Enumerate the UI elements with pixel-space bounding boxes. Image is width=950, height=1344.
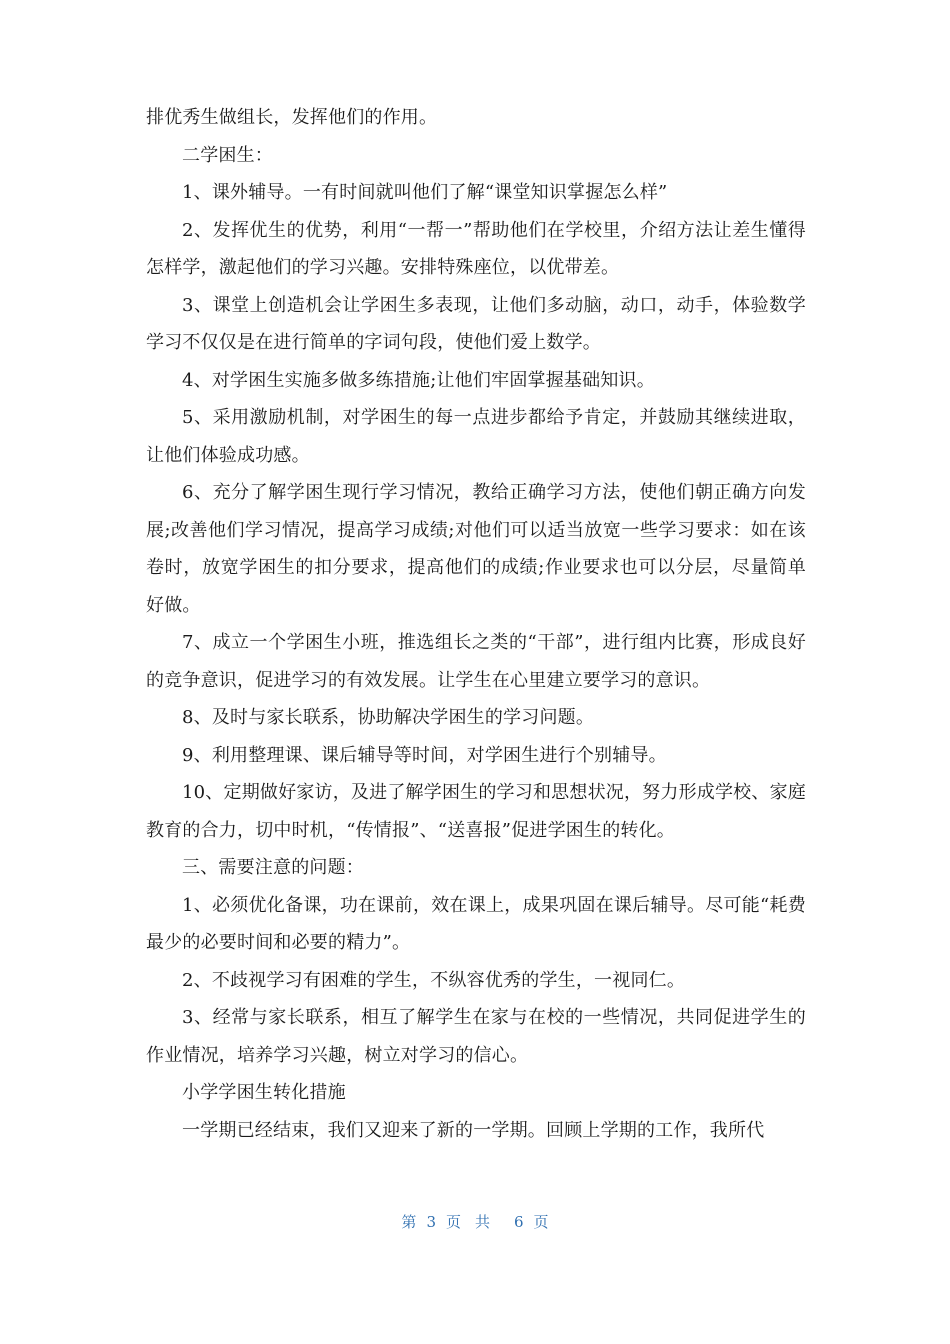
article-title: 小学学困生转化措施 — [182, 1082, 346, 1103]
list-item-2-1: 1、课外辅导。一有时间就叫他们了解“课堂知识掌握怎么样” — [182, 182, 668, 203]
paragraph-0: 排优秀生做组长，发挥他们的作用。 — [146, 107, 438, 128]
section-heading-3: 三、需要注意的问题： — [182, 857, 364, 878]
footer-suffix: 页 — [533, 1213, 549, 1231]
page-footer — [0, 1211, 950, 1232]
list-item-2-8: 8、及时与家长联系，协助解决学困生的学习问题。 — [182, 707, 595, 728]
list-item-2-5: 5、采用激励机制，对学困生的每一点进步都给予肯定，并鼓励其继续进取，让他们体验成功感。 — [146, 407, 806, 466]
section-heading-2: 二学困生： — [182, 144, 273, 166]
list-item-3-3: 3、经常与家长联系，相互了解学生在家与在校的一些情况，共同促进学生的作业情况，培养学习兴趣，树立对学习的信心。 — [146, 1007, 806, 1066]
document-body — [146, 99, 806, 1149]
list-item-3-1: 1、必须优化备课，功在课前，效在课上，成果巩固在课后辅导。尽可能“耗费最少的必要时间和必要的精力”。 — [146, 894, 806, 953]
list-item-2-9: 9、利用整理课、课后辅导等时间，对学困生进行个别辅导。 — [182, 744, 667, 766]
list-item-2-2: 2、发挥优生的优势，利用“一帮一”帮助他们在学校里，介绍方法让差生懂得怎样学，激起他们的学习兴趣。安排特殊座位，以优带差。 — [146, 219, 806, 278]
list-item-3-2: 2、不歧视学习有困难的学生，不纵容优秀的学生，一视同仁。 — [182, 969, 686, 991]
list-item-2-4: 4、对学困生实施多做多练措施;让他们牢固掌握基础知识。 — [182, 369, 655, 391]
list-item-2-10: 10、定期做好家访，及进了解学困生的学习和思想状况，努力形成学校、家庭教育的合力，切中时机，“传情报”、“送喜报”促进学困生的转化。 — [146, 782, 806, 841]
footer-current-page: 3 — [426, 1213, 436, 1231]
list-item-2-6: 6、充分了解学困生现行学习情况，教给正确学习方法，使他们朝正确方向发展;改善他们学习情况，提高学习成绩;对他们可以适当放宽一些学习要求：如在该卷时，放宽学困生的扣分要求，提高他们的成绩;作业要求也可以分层，尽量简单好做。 — [146, 482, 806, 616]
footer-total-pages: 6 — [514, 1213, 524, 1231]
list-item-2-7: 7、成立一个学困生小班，推选组长之类的“干部”，进行组内比赛，形成良好的竞争意识，促进学习的有效发展。让学生在心里建立要学习的意识。 — [146, 632, 806, 691]
paragraph-intro: 一学期已经结束，我们又迎来了新的一学期。回顾上学期的工作，我所代 — [182, 1119, 765, 1141]
list-item-2-3: 3、课堂上创造机会让学困生多表现，让他们多动脑，动口，动手，体验数学学习不仅仅是在进行简单的字词句段，使他们爱上数学。 — [146, 294, 806, 353]
footer-prefix: 第 — [401, 1213, 417, 1231]
footer-middle: 页共 — [445, 1213, 504, 1231]
